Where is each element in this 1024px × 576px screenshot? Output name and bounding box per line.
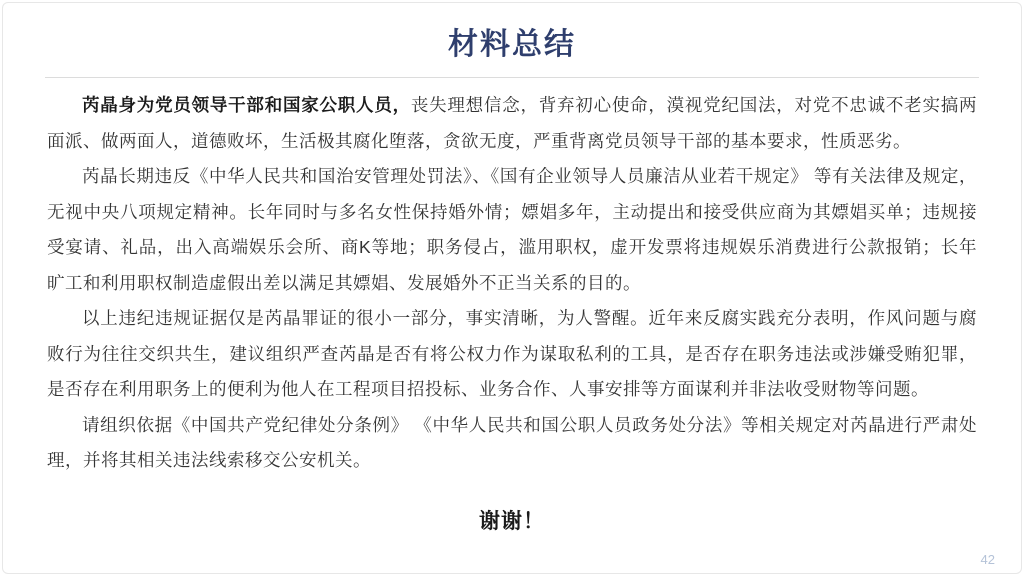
slide [2, 2, 1022, 574]
body-text [47, 88, 977, 479]
paragraph-lead-bold: 芮晶身为党员领导干部和国家公职人员， [82, 95, 411, 115]
page-title: 材料总结 [448, 28, 576, 61]
paragraph [47, 88, 977, 159]
paragraph: 请组织依据《中国共产党纪律处分条例》 《中华人民共和国公职人员政务处分法》等相关规定对芮晶进行严肃处理，并将其相关违法线索移交公安机关。 [47, 414, 977, 470]
paragraph: 芮晶长期违反《中华人民共和国治安管理处罚法》、《国有企业领导人员廉洁从业若干规定》 等有关法律及规定，无视中央八项规定精神。长年同时与多名女性保持婚外情；嫖娼多年，主动提出和接受供应商为其嫖娼买单；违规接受宴请、礼品，出入高端娱乐会所、商K等地；职务侵占，滥用职权，虚开发票将违规娱乐消费进行公款报销；长年旷工和利用职权制造虚假出差以满足其嫖娼、发展婚外不正当关系的目的。 [47, 166, 977, 293]
title-divider [45, 77, 979, 78]
paragraph: 以上违纪违规证据仅是芮晶罪证的很小一部分，事实清晰，为人警醒。近年来反腐实践充分表明，作风问题与腐败行为往往交织共生，建议组织严查芮晶是否有将公权力作为谋取私利的工具，是否存在职务违法或涉嫌受贿犯罪，是否存在利用职务上的便利为他人在工程项目招投标、业务合作、人事安排等方面谋利并非法收受财物等问题。 [47, 308, 977, 399]
paragraph-text: 丧失理想信念，背弃初心使命，漠视党纪国法，对党不忠诚不老实搞两面派、做两面人，道德败坏，生活极其腐化堕落，贪欲无度，严重背离党员领导干部的基本要求，性质恶劣。 [47, 95, 977, 151]
closing-text: 谢谢！ [479, 509, 545, 533]
page-number: 42 [980, 552, 995, 567]
